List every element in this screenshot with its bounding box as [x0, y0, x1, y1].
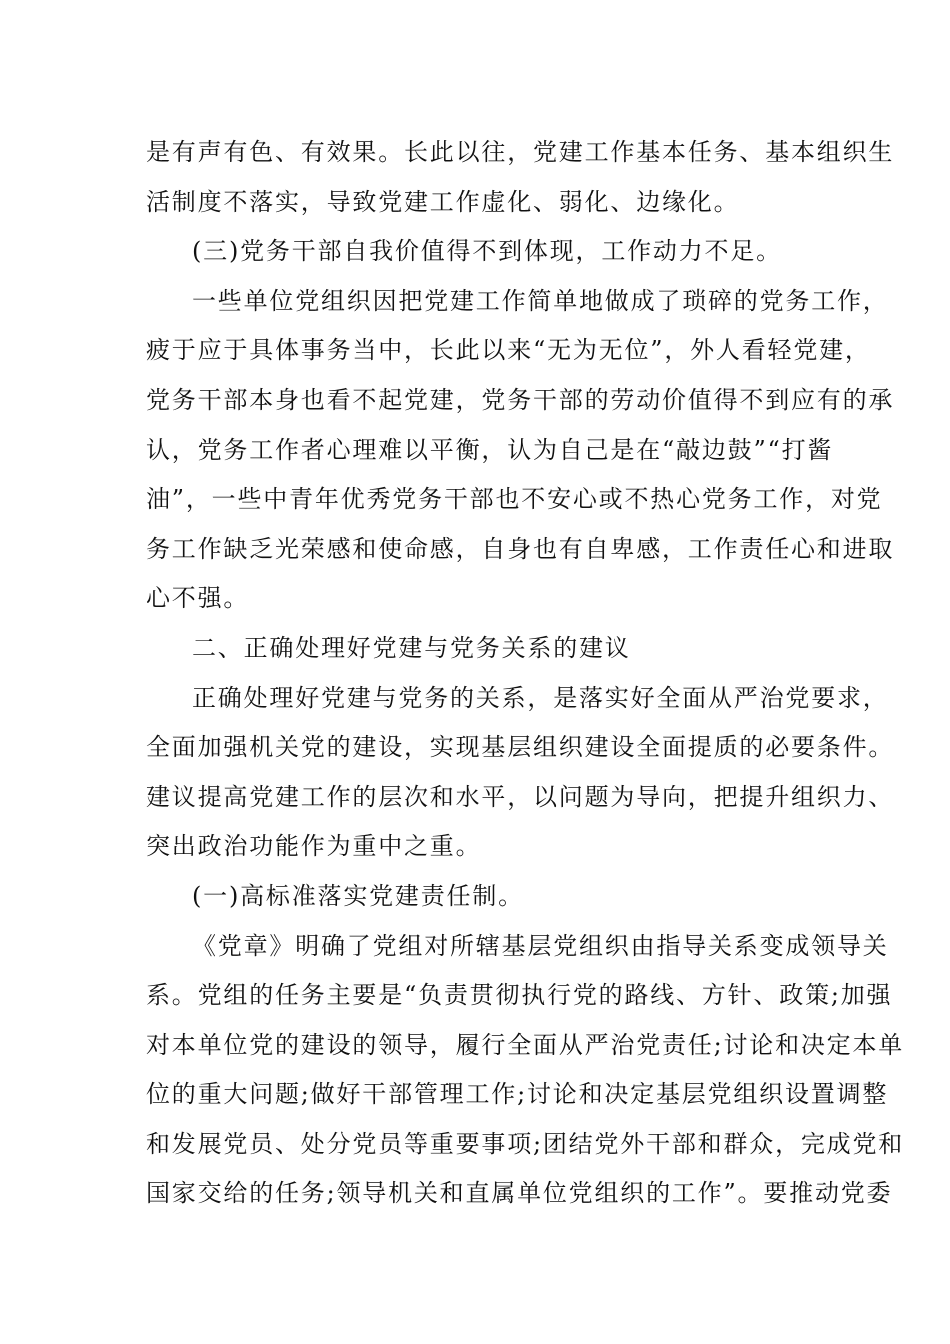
text-line: 认，党务工作者心理难以平衡，认为自己是在“敲边鼓”“打酱	[146, 435, 834, 464]
text-line: 突出政治功能作为重中之重。	[146, 832, 482, 861]
body-text	[146, 128, 905, 1219]
text-line: 和发展党员、处分党员等重要事项;团结党外干部和群众，完成党和	[146, 1129, 905, 1158]
text-line: 疲于应于具体事务当中，长此以来“无为无位”，外人看轻党建，	[146, 336, 871, 365]
text-line: 全面加强机关党的建设，实现基层组织建设全面提质的必要条件。	[146, 733, 895, 762]
text-line: 正确处理好党建与党务的关系，是落实好全面从严治党要求，	[192, 683, 889, 712]
text-line: 油”，一些中青年优秀党务干部也不安心或不热心党务工作，对党	[146, 485, 883, 514]
text-line: 是有声有色、有效果。长此以往，党建工作基本任务、基本组织生	[146, 138, 895, 166]
text-line: 心不强。	[146, 584, 250, 613]
text-line: 系。党组的任务主要是“负责贯彻执行党的路线、方针、政策;加强	[146, 981, 893, 1010]
text-line: 二、正确处理好党建与党务关系的建议	[192, 633, 631, 662]
text-line: 国家交给的任务;领导机关和直属单位党组织的工作”。要推动党委	[146, 1179, 893, 1208]
text-line: 建议提高党建工作的层次和水平，以问题为导向，把提升组织力、	[146, 782, 895, 811]
text-line: 党务干部本身也看不起党建，党务干部的劳动价值得不到应有的承	[146, 385, 895, 414]
text-line: 位的重大问题;做好干部管理工作;讨论和决定基层党组织设置调整	[146, 1080, 889, 1109]
text-line: (一)高标准落实党建责任制。	[192, 881, 524, 910]
text-line: 一些单位党组织因把党建工作简单地做成了琐碎的党务工作，	[192, 286, 889, 315]
text-line: 对本单位党的建设的领导，履行全面从严治党责任;讨论和决定本单	[146, 1030, 905, 1059]
text-line: 活制度不落实，导致党建工作虚化、弱化、边缘化。	[146, 187, 740, 216]
text-line: 《党章》明确了党组对所辖基层党组织由指导关系变成领导关	[192, 931, 889, 960]
text-line: 务工作缺乏光荣感和使命感，自身也有自卑感，工作责任心和进取	[146, 534, 895, 563]
text-line: (三)党务干部自我价值得不到体现，工作动力不足。	[192, 237, 782, 266]
